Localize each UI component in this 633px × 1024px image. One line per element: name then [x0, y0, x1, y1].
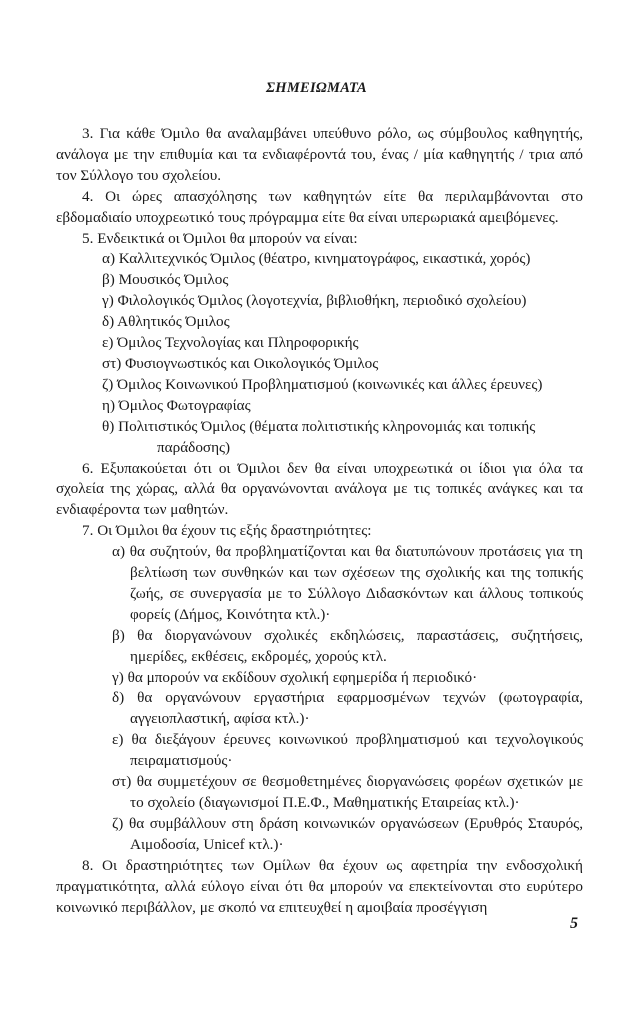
page-number: 5: [570, 915, 578, 932]
page-body: [56, 124, 583, 918]
activity-item: στ) θα συμμετέχουν σε θεσμοθετημένες διοργανώσεις φορέων σχετικών με το σχολείο (διαγωνισμοί Π.Ε.Φ., Μαθηματικής Εταιρείας κτλ.)·: [112, 773, 583, 811]
activity-item: ε) θα διεξάγουν έρευνες κοινωνικού προβληματισμού και τεχνολογικούς πειραματισμούς·: [112, 731, 583, 770]
club-item: β) Μουσικός Όμιλος: [102, 271, 229, 289]
activity-item: β) θα διοργανώνουν σχολικές εκδηλώσεις, παραστάσεις, συζητήσεις, ημερίδες, εκθέσεις, εκδρομές, χορούς κτλ.: [112, 626, 583, 665]
activity-item: α) θα συζητούν, θα προβληματίζονται και θα διατυπώνουν προτάσεις για τη βελτίωση των συνθηκών και των σχέσεων της σχολικής και της τοπικής ζωής, σε συνεργασία με το Σύλλογο Διδασκόντων και άλλους τοπικούς φορείς (Δήμος, Κοινότητα κτλ.)·: [112, 543, 583, 623]
club-item: δ) Αθλητικός Όμιλος: [102, 313, 230, 331]
club-item: θ) Πολιτιστικός Όμιλος (θέματα πολιτιστικής κληρονομιάς και τοπικής: [102, 417, 536, 435]
paragraph-8: 8. Οι δραστηριότητες των Ομίλων θα έχουν ως αφετηρία την ενδοσχολική πραγματικότητα, αλλά εύλογο είναι ότι θα μπορούν να επεκτείνονται στο ευρύτερο κοινωνικό περιβάλλον, με σκοπό να επιτευχθεί η αμοιβαία προσέγγιση: [56, 856, 583, 916]
page-title: ΣΗΜΕΙΩΜΑΤΑ: [265, 80, 368, 96]
activity-item: ζ) θα συμβάλλουν στη δράση κοινωνικών οργανώσεων (Ερυθρός Σταυρός, Αιμοδοσία, Unicef κτλ.)·: [112, 814, 583, 853]
club-item: ζ) Όμιλος Κοινωνικού Προβληματισμού (κοινωνικές και άλλες έρευνες): [102, 375, 543, 393]
activity-item: γ) θα μπορούν να εκδίδουν σχολική εφημερίδα ή περιοδικό·: [112, 668, 478, 686]
club-item: στ) Φυσιογνωστικός και Οικολογικός Όμιλος: [102, 354, 379, 372]
paragraph-7: 7. Οι Όμιλοι θα έχουν τις εξής δραστηριότητες:: [82, 522, 372, 540]
club-item: γ) Φιλολογικός Όμιλος (λογοτεχνία, βιβλιοθήκη, περιοδικό σχολείου): [102, 292, 527, 310]
paragraph-4: 4. Οι ώρες απασχόλησης των καθηγητών είτε θα περιλαμβάνονται στο εβδομαδιαίο υποχρεωτικό τους πρόγραμμα είτε θα είναι υπερωριακά αμειβόμενες.: [56, 187, 583, 226]
club-item: ε) Όμιλος Τεχνολογίας και Πληροφορικής: [102, 334, 359, 352]
club-item: η) Όμιλος Φωτογραφίας: [102, 396, 251, 414]
club-item-continuation: παράδοσης): [157, 438, 231, 456]
paragraph-6: 6. Εξυπακούεται ότι οι Όμιλοι δεν θα είναι υποχρεωτικά οι ίδιοι για όλα τα σχολεία της χώρας, αλλά θα οργανώνονται ανάλογα με τις τοπικές ανάγκες και τα ενδιαφέροντα των μαθητών.: [56, 459, 583, 519]
paragraph-3: 3. Για κάθε Όμιλο θα αναλαμβάνει υπεύθυνο ρόλο, ως σύμβουλος καθηγητής, ανάλογα με την επιθυμία και τα ενδιαφέροντά του, ένας / μία καθηγητής / τρια από τον Σύλλογο του σχολείου.: [56, 125, 583, 184]
activity-item: δ) θα οργανώνουν εργαστήρια εφαρμοσμένων τεχνών (φωτογραφία, αγγειοπλαστική, αφίσα κτλ.)·: [112, 689, 583, 728]
paragraph-5: 5. Ενδεικτικά οι Όμιλοι θα μπορούν να είναι:: [82, 229, 358, 247]
club-item: α) Καλλιτεχνικός Όμιλος (θέατρο, κινηματογράφος, εικαστικά, χορός): [102, 250, 531, 268]
